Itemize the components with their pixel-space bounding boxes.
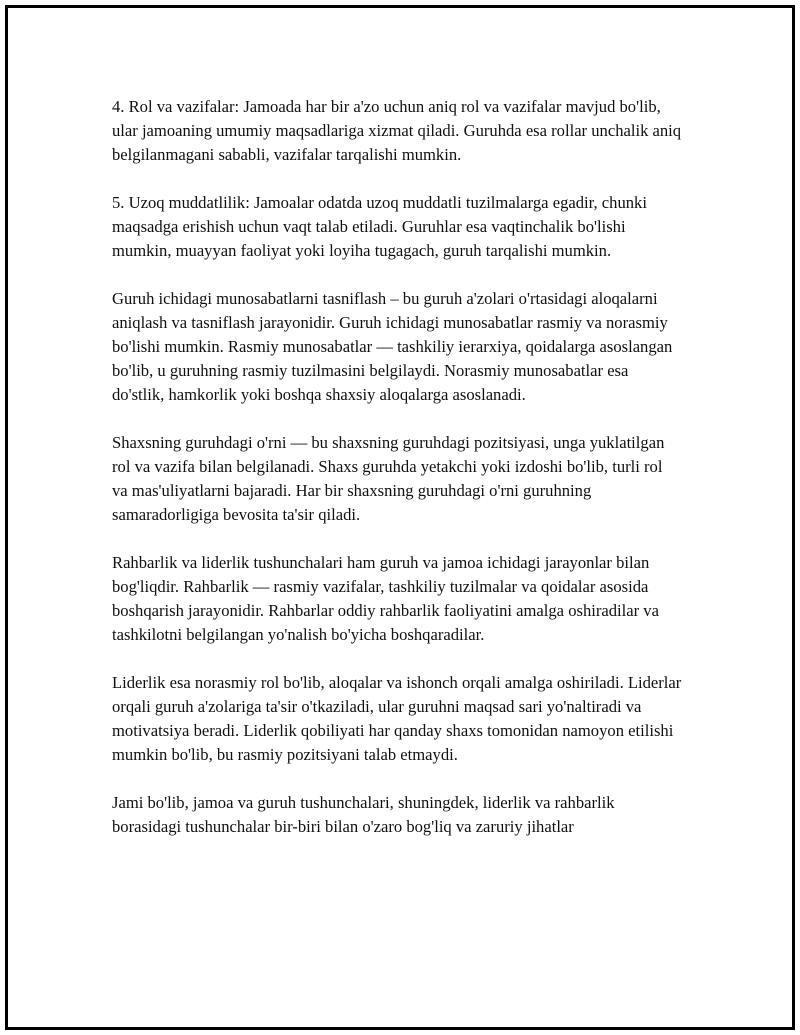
paragraph-person-role: Shaxsning guruhdagi o'rni — bu shaxsning guruhdagi pozitsiyasi, unga yuklatilgan rol va vazifa bilan belgilanadi. Shaxs guruhda yetakchi yoki izdoshi bo'lib, turli rol va mas'uliyatlarni bajaradi. Har bir shaxsning guruhdagi o'rni guruhning samaradorligiga bevosita ta'sir qiladi. — [112, 433, 665, 524]
paragraph-leadership: Liderlik esa norasmiy rol bo'lib, aloqalar va ishonch orqali amalga oshiriladi. Liderlar orqali guruh a'zolariga ta'sir o'tkaziladi, ular guruhni maqsad sari yo'naltiradi va motivatsiya beradi. Liderlik qobiliyati har qanday shaxs tomonidan namoyon etilishi mumkin bo'lib, bu rasmiy pozitsiyani talab etmaydi. — [112, 673, 682, 764]
paragraph-conclusion: Jami bo'lib, jamoa va guruh tushunchalari, shuningdek, liderlik va rahbarlik borasidagi tushunchalar bir-biri bilan o'zaro bog'liq va zaruriy jihatlar — [112, 793, 615, 836]
paragraph-relations-classification: Guruh ichidagi munosabatlarni tasniflash – bu guruh a'zolari o'rtasidagi aloqalarni aniqlash va tasniflash jarayonidir. Guruh ichidagi munosabatlar rasmiy va norasmiy bo'lishi mumkin. Rasmiy munosabatlar — tashkiliy ierarxiya, qoidalarga asoslangan bo'lib, u guruhning rasmiy tuzilmasini belgilaydi. Norasmiy munosabatlar esa do'stlik, hamkorlik yoki boshqa shaxsiy aloqalarga asoslanadi. — [112, 289, 673, 404]
paragraph-longevity: 5. Uzoq muddatlilik: Jamoalar odatda uzoq muddatli tuzilmalarga egadir, chunki maqsadga erishish uchun vaqt talab etiladi. Guruhlar esa vaqtinchalik bo'lishi mumkin, muayyan faoliyat yoki loyiha tugagach, guruh tarqalishi mumkin. — [112, 193, 647, 260]
paragraph-management: Rahbarlik va liderlik tushunchalari ham guruh va jamoa ichidagi jarayonlar bilan bog'liqdir. Rahbarlik — rasmiy vazifalar, tashkiliy tuzilmalar va qoidalar asosida boshqarish jarayonidir. Rahbarlar oddiy rahbarlik faoliyatini amalga oshiradilar va tashkilotni belgilangan yo'nalish bo'yicha boshqaradilar. — [112, 553, 659, 644]
document-body — [112, 95, 682, 839]
paragraph-roles: 4. Rol va vazifalar: Jamoada har bir a'zo uchun aniq rol va vazifalar mavjud bo'lib, ular jamoaning umumiy maqsadlariga xizmat qiladi. Guruhda esa rollar unchalik aniq belgilanmagani sababli, vazifalar tarqalishi mumkin. — [112, 97, 682, 164]
